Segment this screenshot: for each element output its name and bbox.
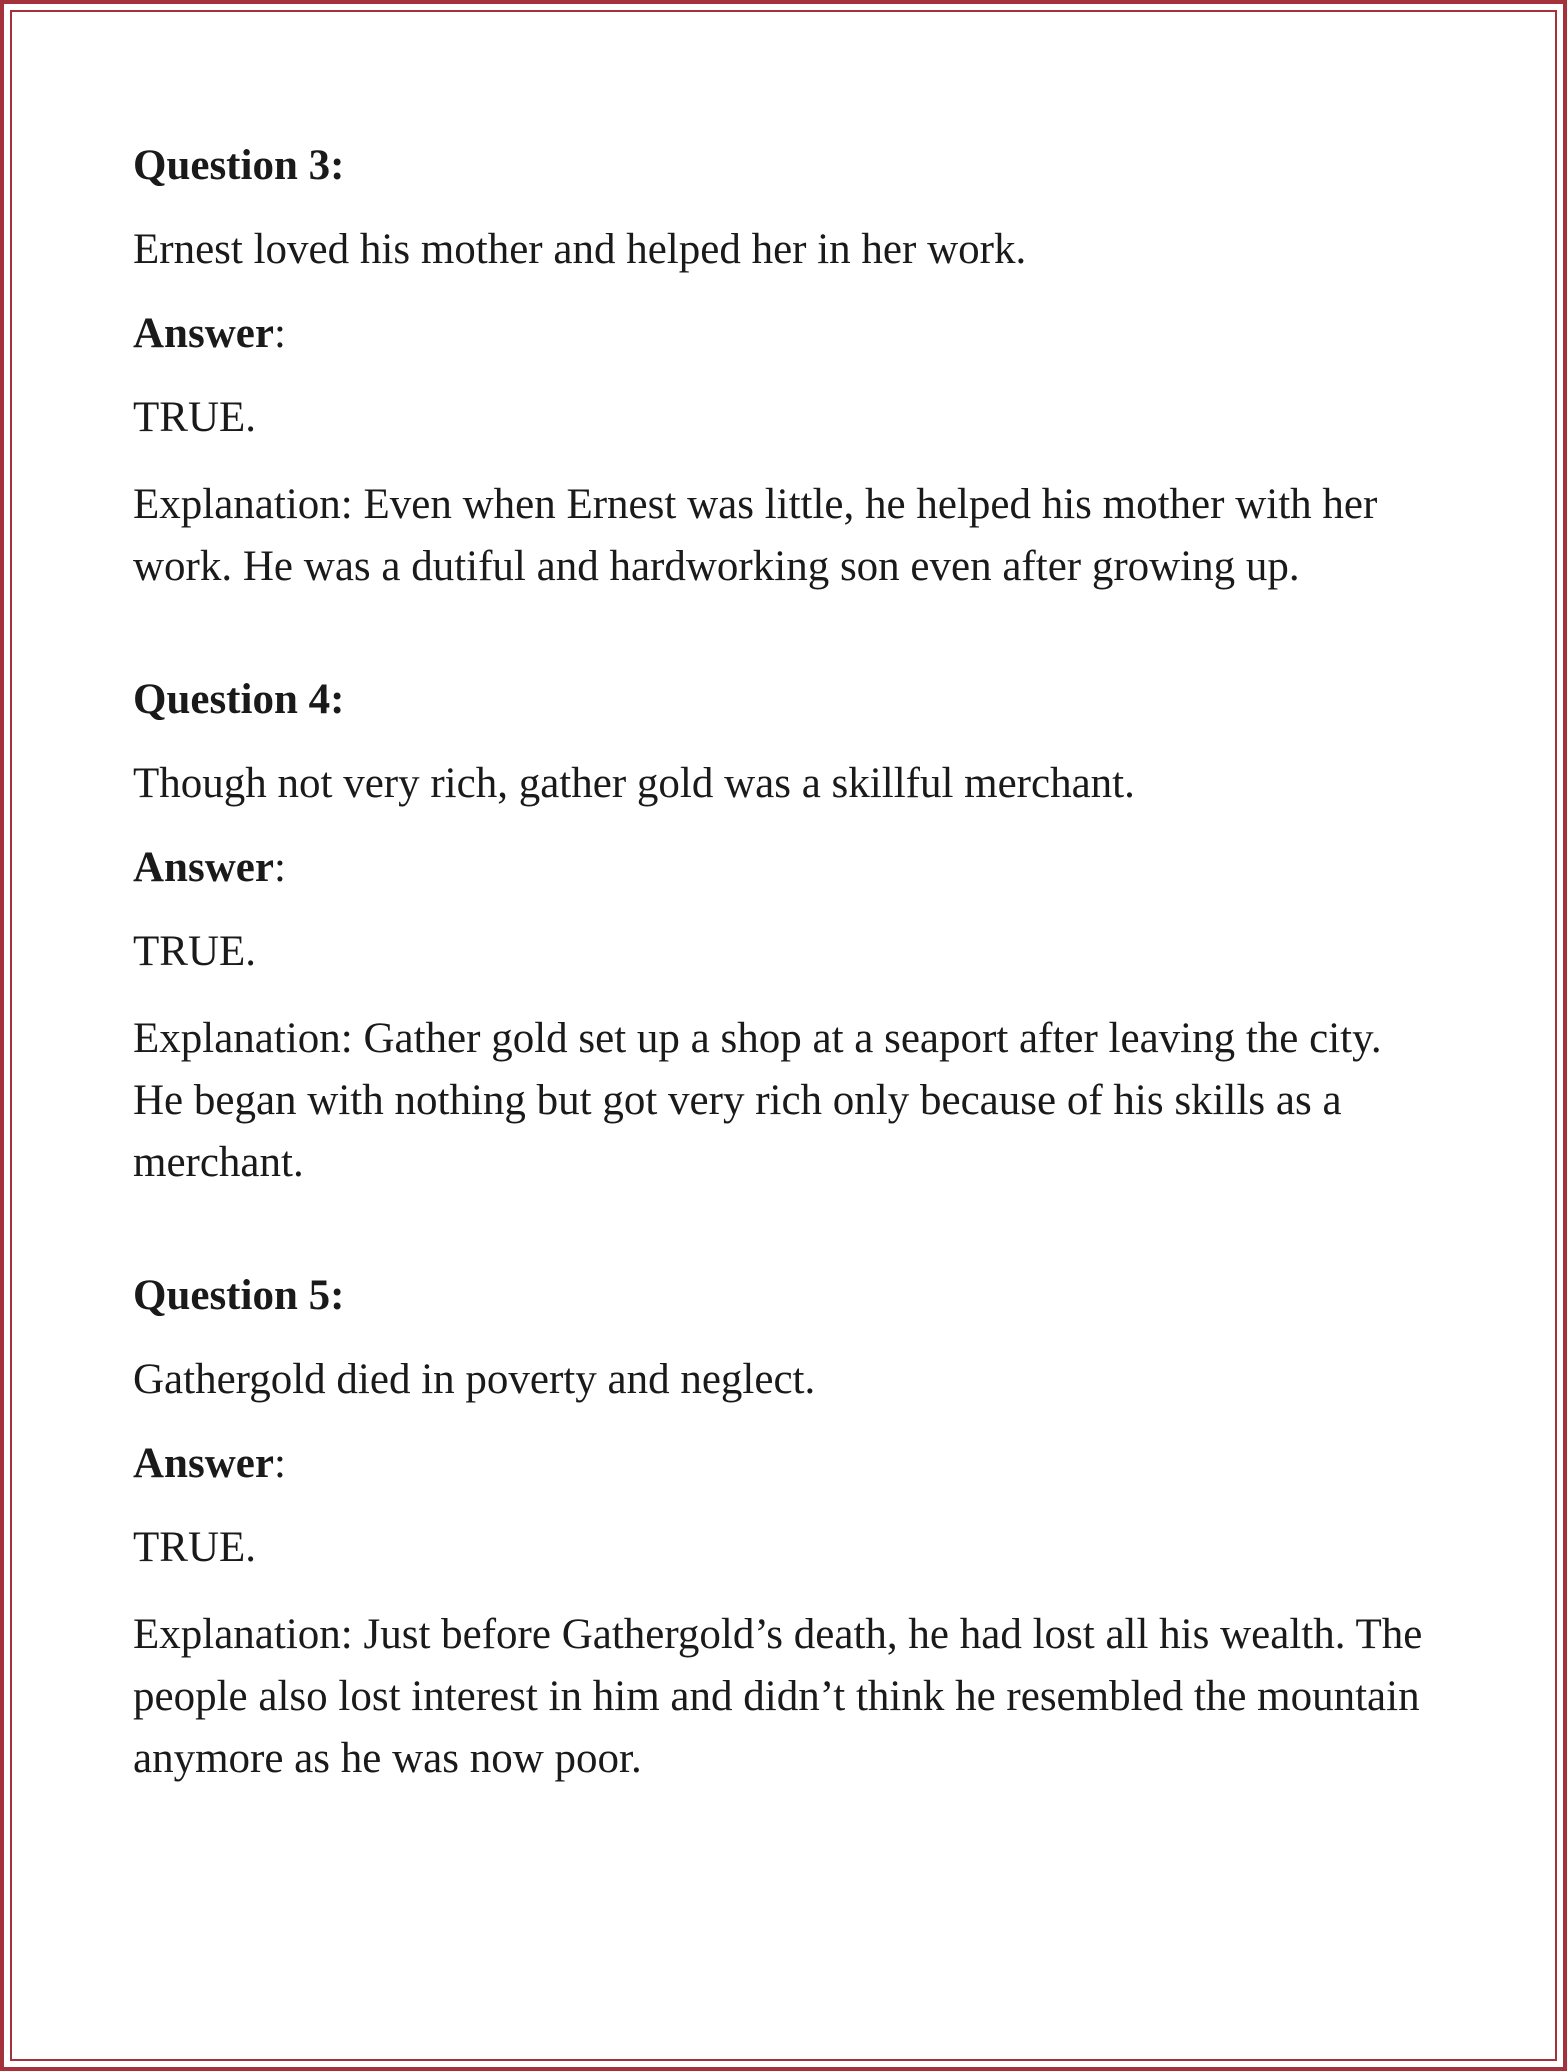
document-content [133,138,1433,1790]
answer-label-colon: : [273,310,286,357]
answer-value: TRUE. [133,394,257,441]
explanation-text: Explanation: Gather gold set up a shop at a seaport after leaving the city. He began with nothing but got very rich only because of his skills as a merchant. [133,1015,1382,1186]
answer-label [133,306,1433,362]
question-statement: Though not very rich, gather gold was a skillful merchant. [133,760,1135,807]
question-heading: Question 5: [133,1272,345,1319]
answer-label-text: Answer [133,844,274,891]
answer-label-colon: : [273,1440,286,1487]
answer-label-colon: : [273,844,286,891]
answer-label-text: Answer [133,1440,274,1487]
answer-label [133,1436,1433,1492]
question-block-5 [133,1268,1433,1790]
answer-label-text: Answer [133,310,274,357]
question-heading: Question 3: [133,142,345,189]
question-statement: Gathergold died in poverty and neglect. [133,1356,816,1403]
question-heading: Question 4: [133,676,345,723]
question-block-4 [133,672,1433,1194]
answer-value: TRUE. [133,1524,257,1571]
answer-label [133,840,1433,896]
explanation-text: Explanation: Just before Gathergold’s death, he had lost all his wealth. The people also lost interest in him and didn’t think he resembled the mountain anymore as he was now poor. [133,1611,1423,1782]
answer-value: TRUE. [133,928,257,975]
question-statement: Ernest loved his mother and helped her in her work. [133,226,1027,273]
explanation-text: Explanation: Even when Ernest was little, he helped his mother with her work. He was a dutiful and hardworking son even after growing up. [133,481,1378,590]
question-block-3 [133,138,1433,598]
